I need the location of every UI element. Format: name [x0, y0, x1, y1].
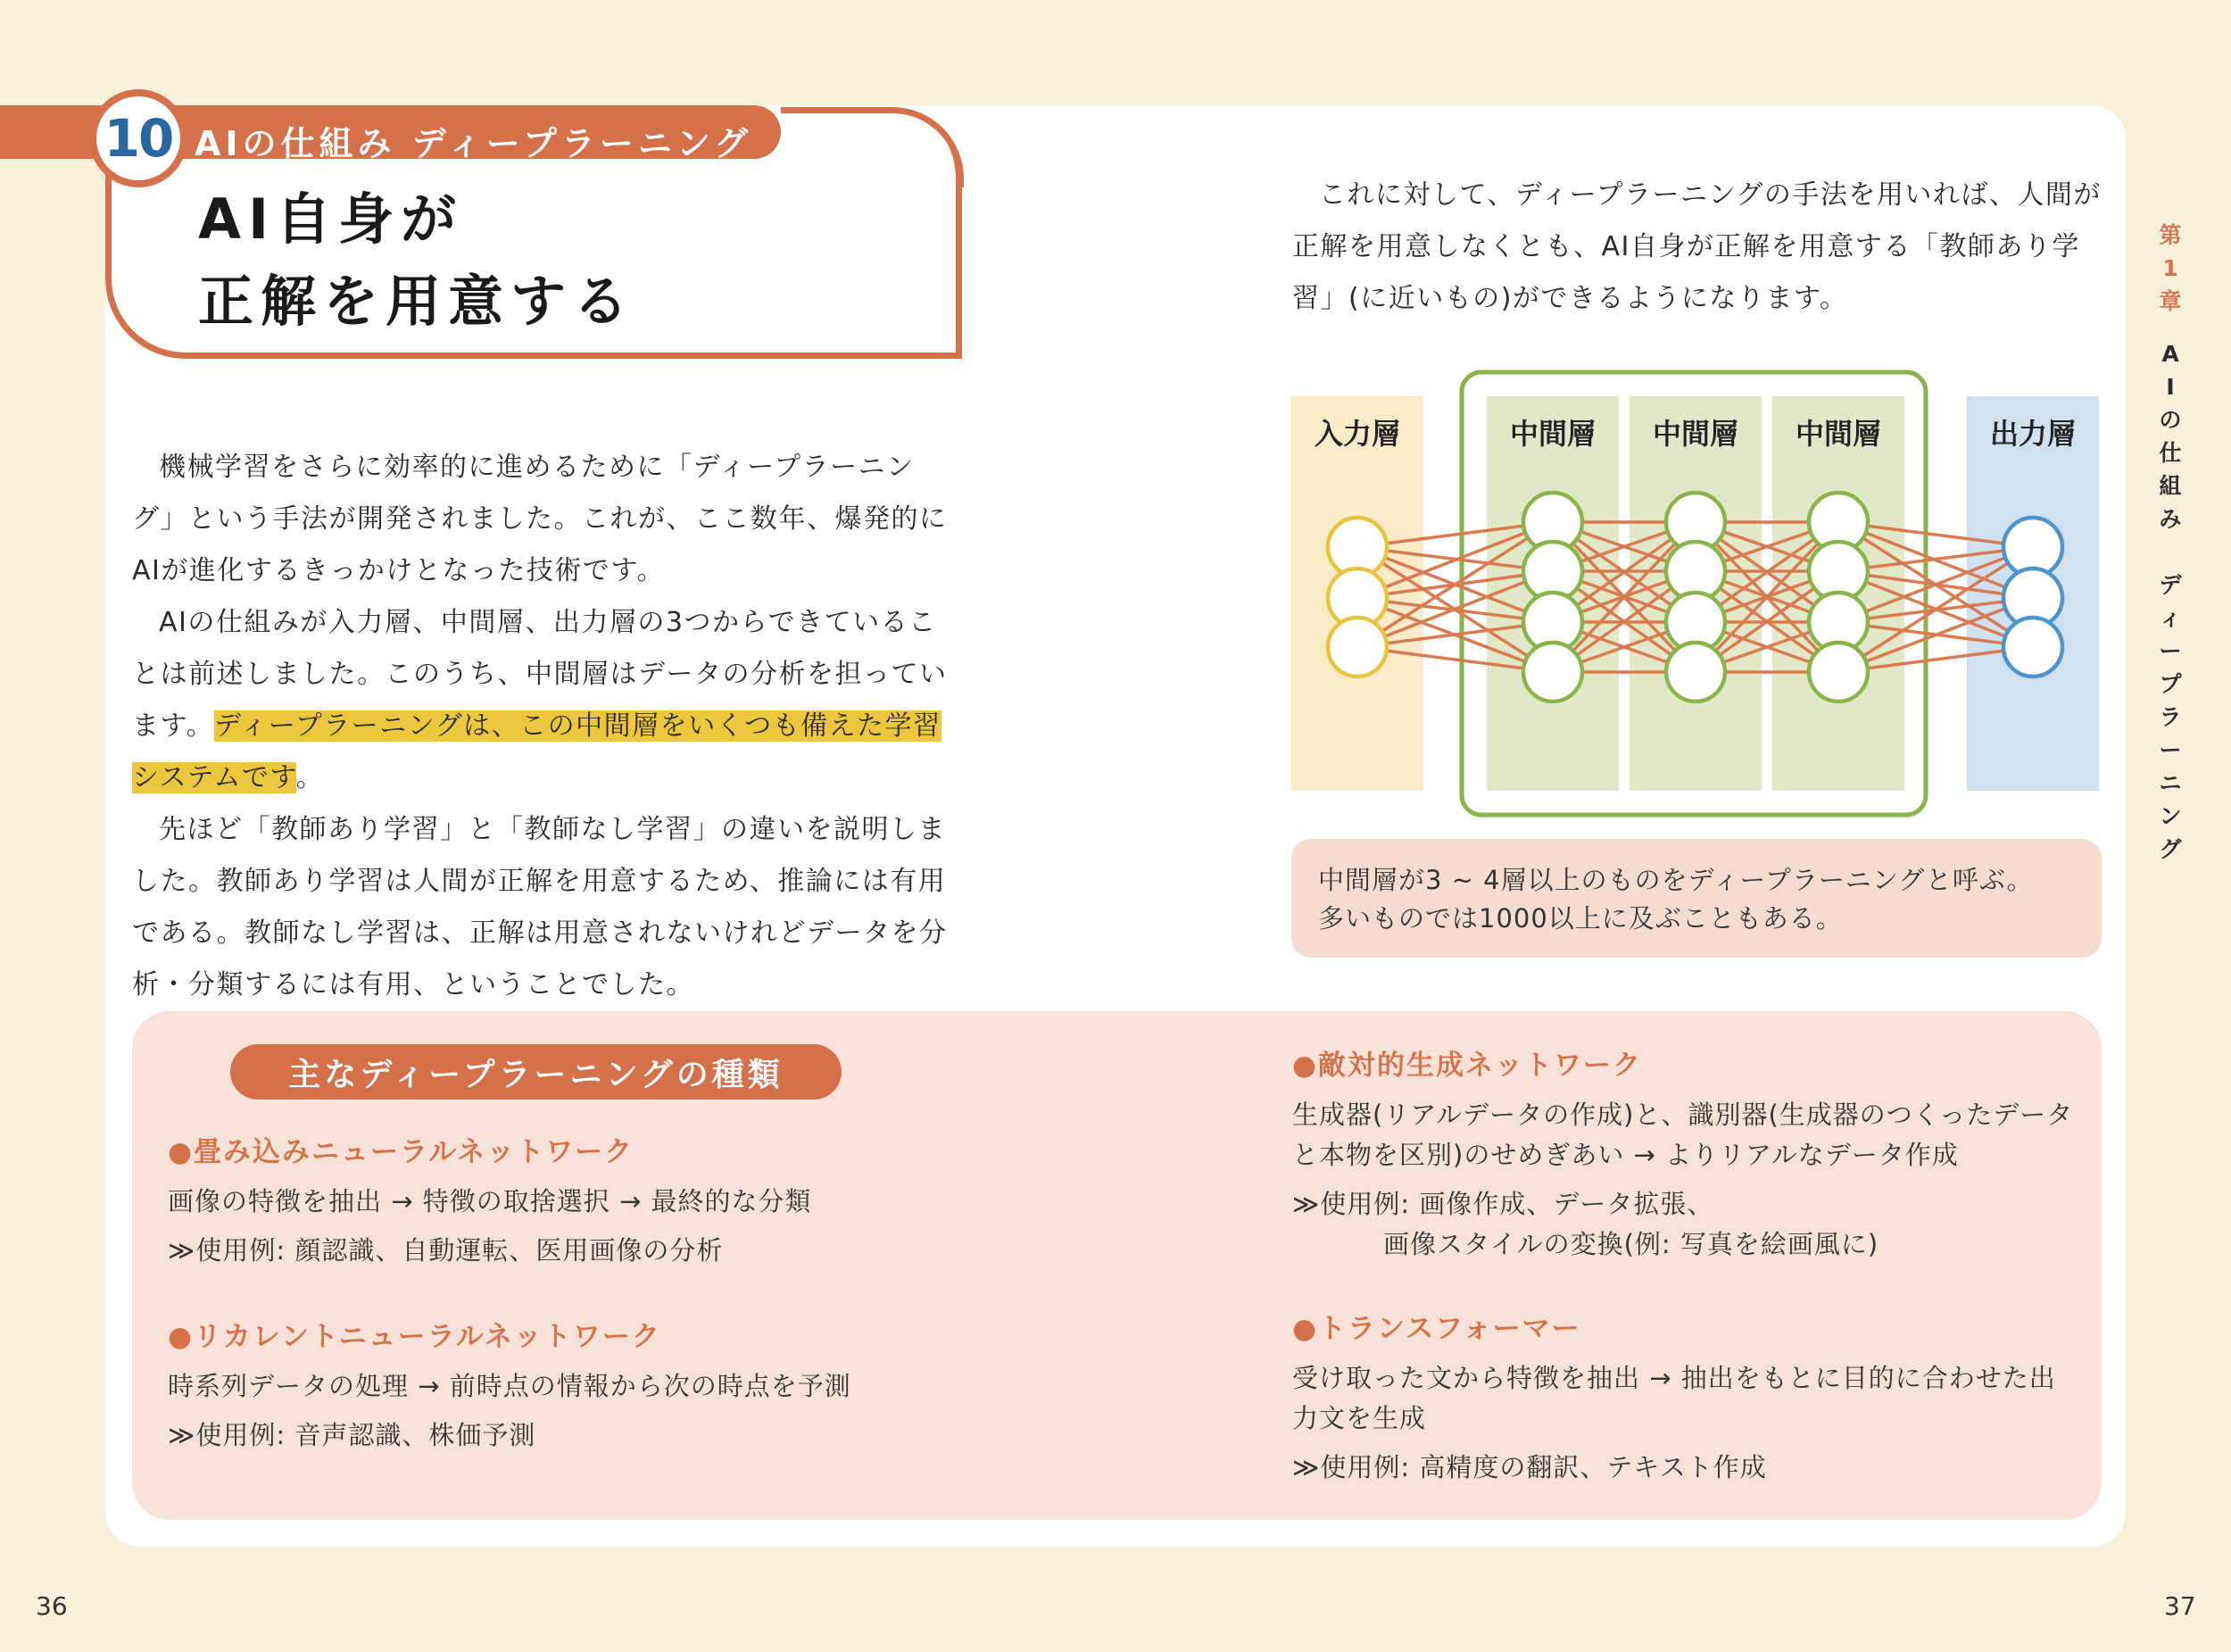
side-tab-char: ー: [2159, 737, 2182, 763]
caption-line-2: 多いものでは1000以上に及ぶこともある。: [1318, 903, 1843, 934]
side-tab-char: 仕: [2159, 440, 2182, 466]
type-transformer-example: ≫使用例: 高精度の翻訳、テキスト作成: [1292, 1452, 1767, 1482]
type-gan-example: ≫使用例: 画像作成、データ拡張、 画像スタイルの変換(例: 写真を絵画風に): [1292, 1189, 1879, 1259]
title-line-2: 正解を用意する: [198, 269, 636, 334]
output-layer-label: 出力層: [1989, 417, 2077, 451]
type-cnn-name: ●畳み込みニューラルネットワーク: [168, 1136, 634, 1168]
side-tab-char: プ: [2159, 671, 2182, 697]
neural-network-diagram: [1285, 361, 2106, 826]
type-gan: [1292, 1042, 2078, 1265]
side-tab-char: ニ: [2159, 770, 2182, 796]
hidden-layer-1-label: 中間層: [1509, 417, 1597, 451]
hidden-2-node: [1666, 643, 1725, 701]
side-tab-char: I: [2166, 374, 2175, 400]
type-gan-name: ●敵対的生成ネットワーク: [1292, 1050, 1643, 1082]
side-tab-char: A: [2161, 341, 2179, 367]
side-tab-char: ー: [2159, 638, 2182, 664]
side-tab-chapter: [2152, 219, 2188, 318]
paragraph-1: 機械学習をさらに効率的に進めるために「ディープラーニング」という手法が開発されました。これが、ここ数年、爆発的にAIが進化するきっかけとなった技術です。: [132, 452, 948, 586]
highlighted-text: ディープラーニングは、この中間層をいくつも備えた学習システムです: [132, 710, 941, 793]
type-rnn: [168, 1314, 971, 1456]
output-node: [2003, 618, 2062, 677]
type-transformer: [1292, 1306, 2078, 1488]
types-header: 主なディープラーニングの種類: [230, 1044, 842, 1100]
side-tab-char: 章: [2159, 288, 2182, 314]
diagram-caption: [1291, 839, 2102, 958]
hidden-layer-3-label: 中間層: [1795, 417, 1882, 451]
side-tab-char: [2152, 535, 2188, 569]
side-tab-char: 組: [2159, 473, 2182, 499]
left-body-text: [132, 442, 953, 1011]
side-tab-char: み: [2159, 506, 2182, 532]
type-cnn-desc: 画像の特徴を抽出 → 特徴の取捨選択 → 最終的な分類: [168, 1186, 812, 1216]
side-tab-char: デ: [2159, 572, 2182, 598]
page-number-right: 37: [2164, 1591, 2196, 1621]
side-tab-char: 1: [2162, 255, 2178, 281]
type-rnn-desc: 時系列データの処理 → 前時点の情報から次の時点を予測: [168, 1371, 851, 1401]
side-tab-char: グ: [2159, 836, 2182, 862]
type-gan-desc: 生成器(リアルデータの作成)と、識別器(生成器のつくったデータと本物を区別)のせめぎあい → よりリアルなデータ作成: [1292, 1100, 2074, 1170]
title-line-1: AI自身が: [198, 187, 464, 252]
type-cnn-example: ≫使用例: 顔認識、自動運転、医用画像の分析: [168, 1235, 724, 1266]
side-tab-char: ィ: [2159, 605, 2182, 631]
side-tab-char: ラ: [2159, 704, 2182, 730]
side-tab-char: の: [2159, 407, 2182, 433]
section-number-badge: 10: [89, 89, 187, 187]
paragraph-3: 先ほど「教師あり学習」と「教師なし学習」の違いを説明しました。教師あり学習は人間が正解を用意するため、推論には有用である。教師なし学習は、正解は用意されないけれどデータを分析・分類するには有用、ということでした。: [132, 814, 948, 1000]
caption-line-1: 中間層が3 ~ 4層以上のものをディープラーニングと呼ぶ。: [1318, 865, 2034, 895]
type-transformer-name: ●トランスフォーマー: [1292, 1313, 1581, 1345]
hidden-3-node: [1809, 643, 1868, 701]
type-rnn-name: ●リカレントニューラルネットワーク: [168, 1321, 661, 1353]
paragraph-2: [132, 597, 953, 804]
right-body-text: [1292, 170, 2104, 325]
side-tab-char: 第: [2159, 222, 2182, 248]
hidden-1-node: [1523, 643, 1582, 701]
chapter-heading: AIの仕組み ディープラーニング: [195, 124, 753, 163]
paragraph-2-text: AIの仕組みが入力層、中間層、出力層の3つからできていることは前述しました。このうち、中間層はデータの分析を担っています。: [132, 607, 948, 742]
chapter-side-tab: [2152, 219, 2188, 866]
type-transformer-desc: 受け取った文から特徴を抽出 → 抽出をもとに目的に合わせた出力文を生成: [1292, 1363, 2056, 1433]
paragraph-2-end: 。: [295, 762, 325, 793]
input-node: [1328, 618, 1387, 677]
side-tab-char: ン: [2159, 803, 2182, 829]
page-title: [198, 178, 635, 343]
hidden-layer-2-label: 中間層: [1652, 417, 1739, 451]
page-number-left: 36: [36, 1591, 68, 1621]
type-cnn: [168, 1129, 971, 1271]
side-tab-title: [2152, 337, 2188, 866]
input-layer-label: 入力層: [1314, 417, 1401, 451]
type-rnn-example: ≫使用例: 音声認識、株価予測: [168, 1420, 536, 1450]
paragraph-right-1: これに対して、ディープラーニングの手法を用いれば、人間が正解を用意しなくとも、AI自身が正解を用意する「教師あり学習」(に近いもの)ができるようになります。: [1292, 179, 2102, 314]
